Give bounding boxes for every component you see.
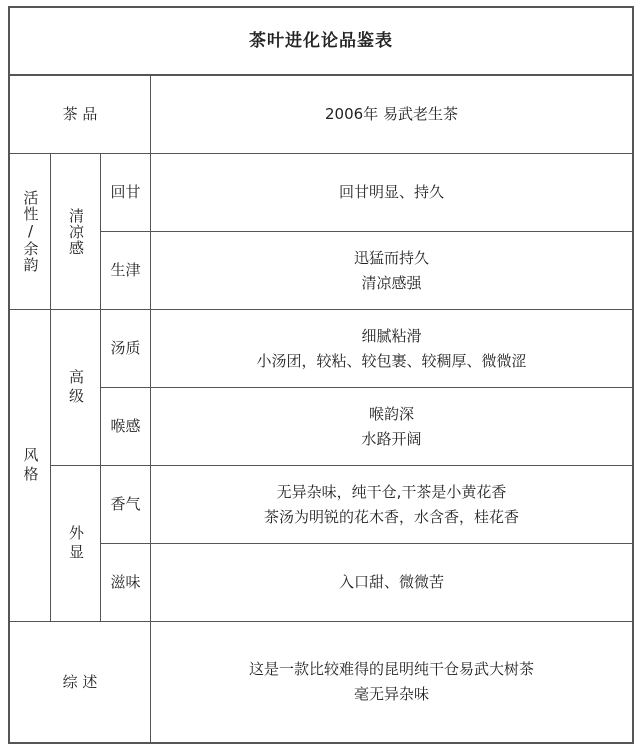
summary-label: 综 述 [62, 672, 98, 691]
row-hougan-line1: 喉韵深 [368, 404, 414, 423]
sub-cool-label [51, 154, 100, 309]
group-vitality-label [10, 154, 50, 309]
sub-high-label [51, 310, 100, 465]
group-vitality-text: 活性/余韵 [21, 190, 40, 273]
row-tangzhi-value [151, 310, 632, 387]
row-xiangqi-value [151, 466, 632, 543]
sub-high-text: 高级 [67, 368, 85, 407]
row-xiangqi-line2: 茶汤为明锐的花木香，水含香，桂花香 [263, 507, 519, 526]
summary-line2: 毫无异杂味 [353, 685, 429, 703]
product-label: 茶 品 [62, 105, 98, 123]
summary-line1: 这是一款比较难得的昆明纯干仓易武大树茶 [248, 660, 534, 678]
row-ziwei-label: 滋味 [110, 573, 141, 591]
product-value: 2006年 易武老生茶 [325, 105, 458, 123]
row-hougan-line2: 水路开阔 [361, 429, 422, 448]
row-huigan-value: 回甘明显、持久 [338, 183, 444, 201]
row-hougan-value [151, 388, 632, 465]
table-border-right [632, 6, 634, 744]
sub-cool-text: 清凉感 [67, 207, 85, 256]
table-border-bottom [8, 742, 634, 744]
row-tangzhi-line2: 小汤团，较粘、较包裹、较稠厚、微微涩 [256, 351, 527, 370]
group-style-text: 风格 [21, 446, 40, 485]
summary-value [151, 622, 632, 742]
sub-outer-text: 外显 [67, 524, 85, 563]
group-style-label [10, 310, 50, 621]
row-shengjin-line2: 清凉感强 [361, 273, 422, 292]
row-xiangqi-line1: 无异杂味，纯干仓,干茶是小黄花香 [276, 482, 507, 501]
row-huigan-label: 回甘 [110, 183, 141, 201]
row-tangzhi-label: 汤质 [110, 339, 141, 357]
row-shengjin-label: 生津 [110, 261, 141, 279]
row-shengjin-line1: 迅猛而持久 [353, 248, 429, 267]
row-tangzhi-line1: 细腻粘滑 [361, 326, 422, 345]
row-xiangqi-label: 香气 [110, 495, 141, 513]
row-ziwei-value: 入口甜、微微苦 [338, 573, 444, 591]
sub-outer-label [51, 466, 100, 621]
row-hougan-label: 喉感 [110, 417, 141, 435]
row-shengjin-value [151, 232, 632, 309]
table-title: 茶叶进化论品鉴表 [249, 30, 393, 51]
